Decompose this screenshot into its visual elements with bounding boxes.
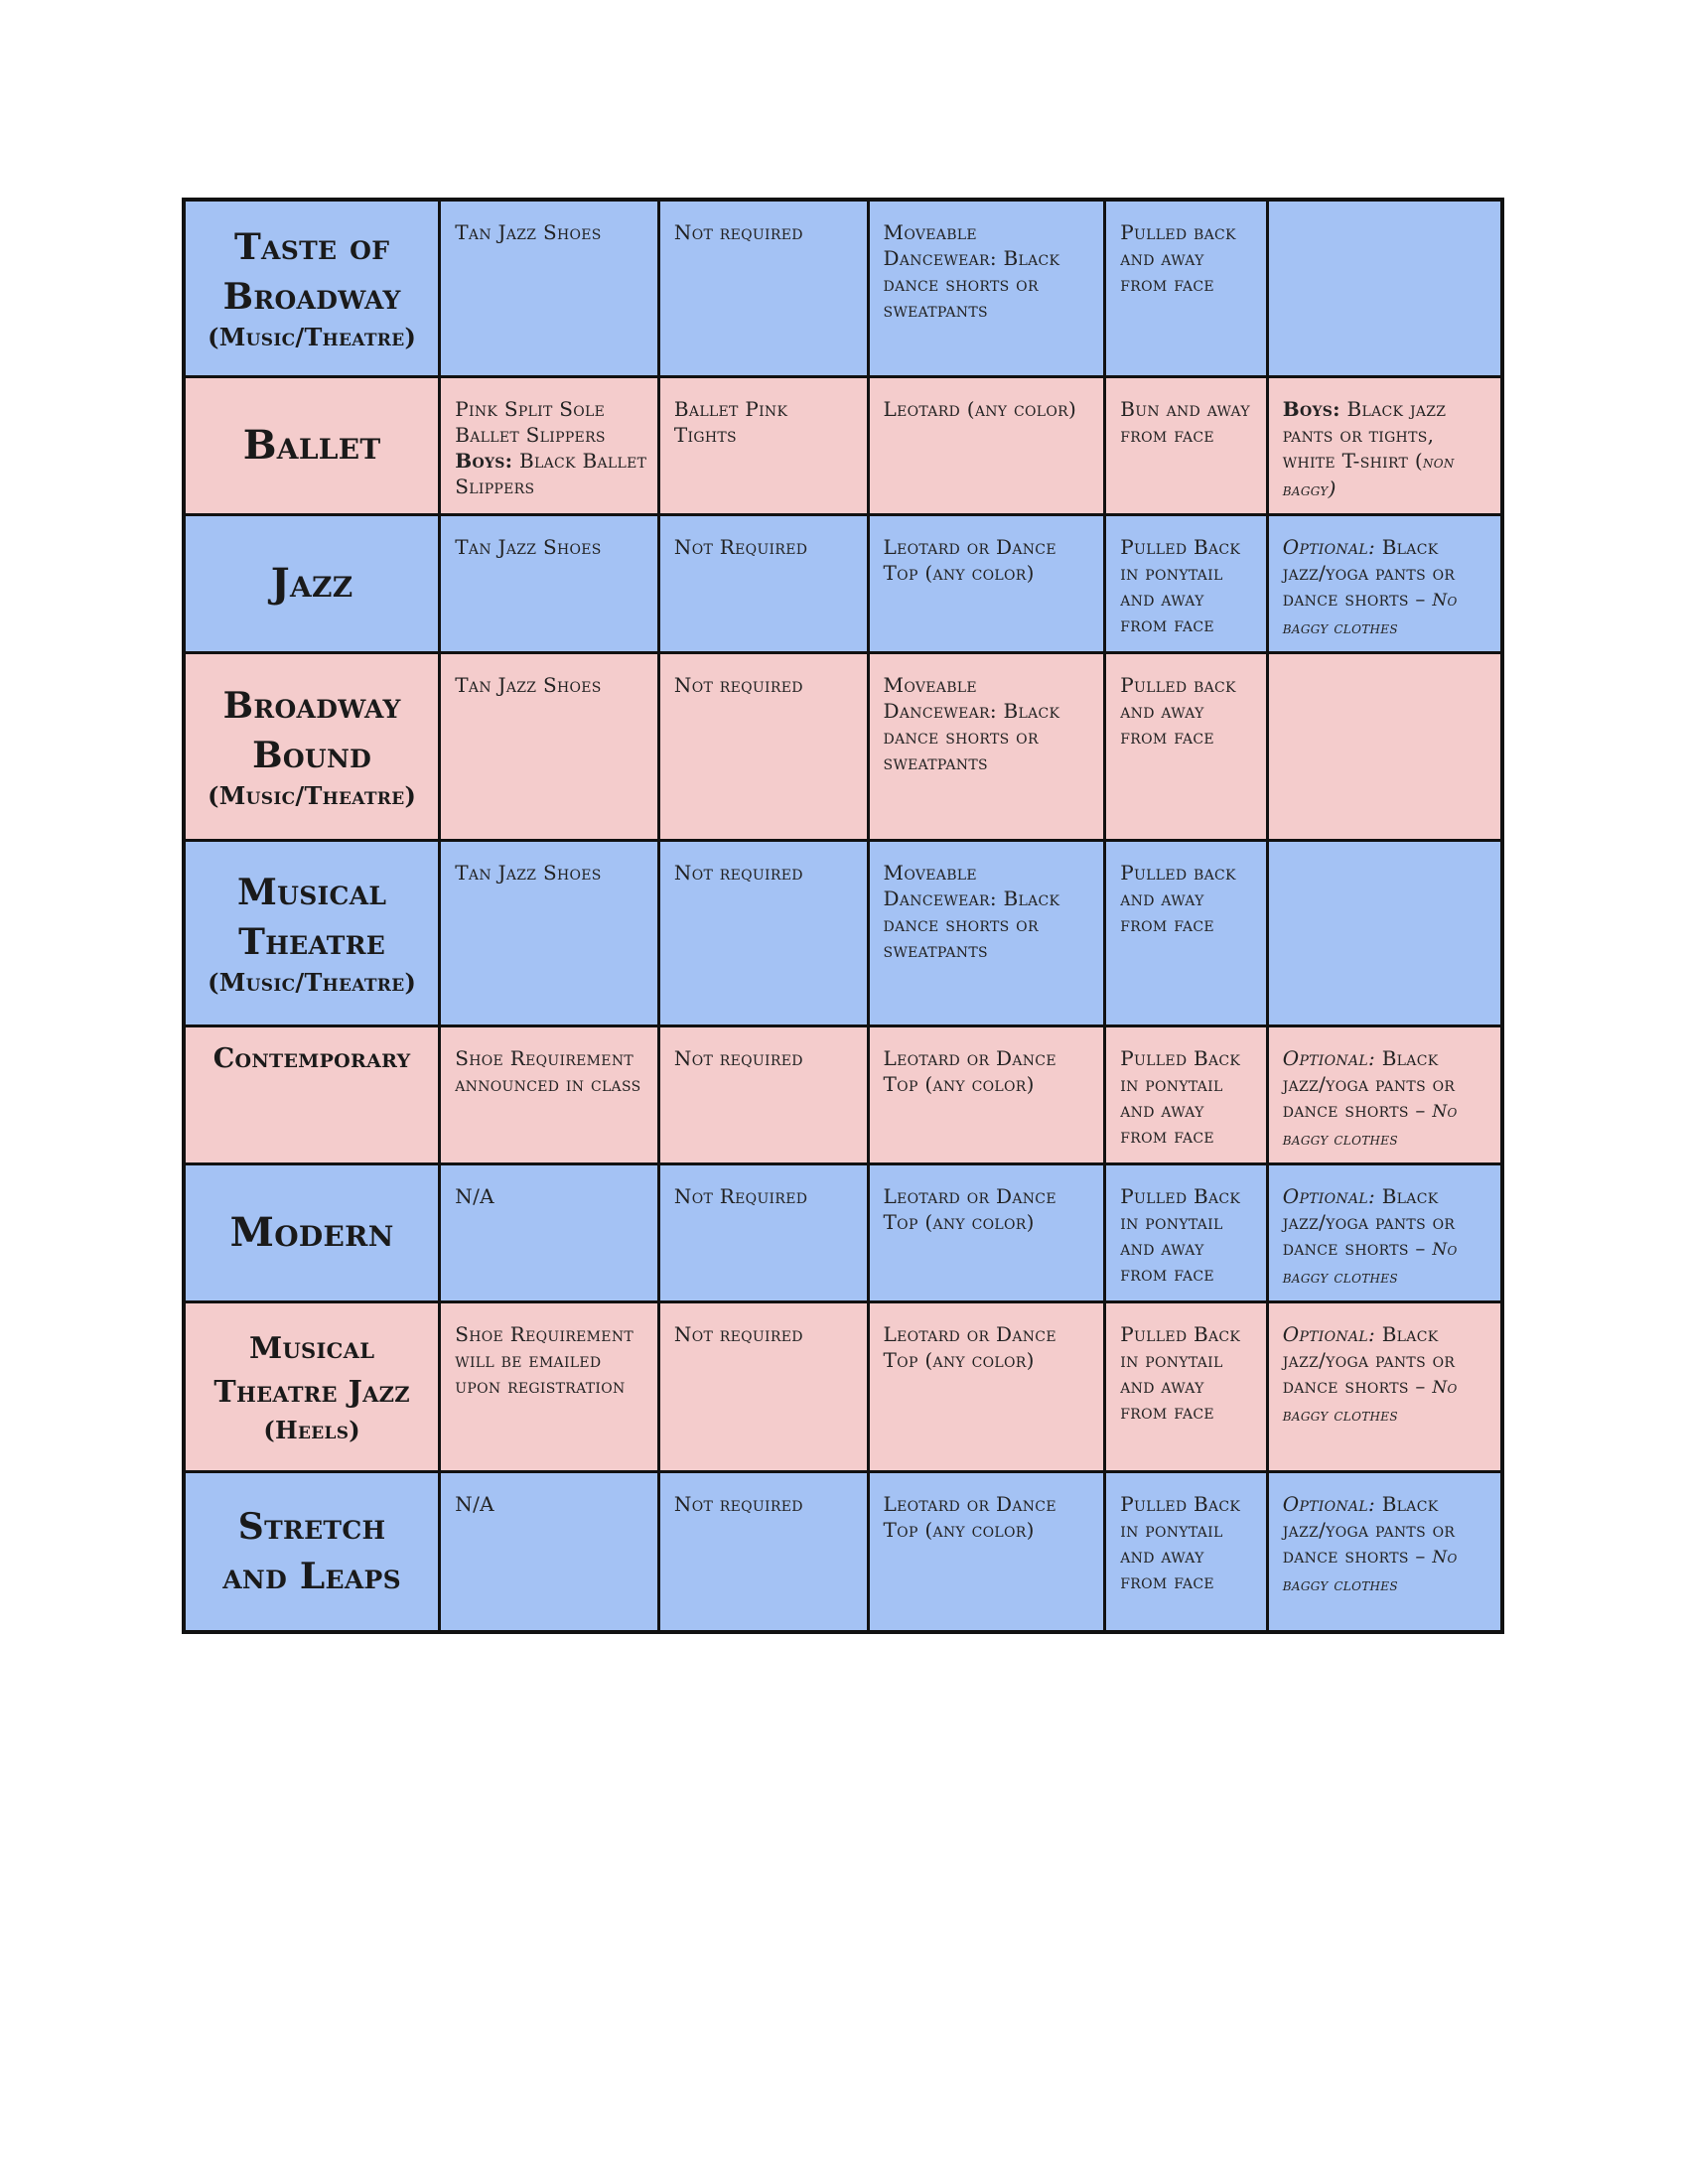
- tights-cell: Not required: [658, 652, 868, 840]
- attire-cell: Moveable Dancewear: Black dance shorts or sweatpants: [868, 652, 1105, 840]
- class-name: Broadway: [222, 276, 401, 319]
- hair-cell: Pulled Back in ponytail and away from face: [1105, 1025, 1267, 1163]
- class-name-cell: [184, 652, 440, 840]
- attire-cell: Leotard or Dance Top (any color): [868, 1301, 1105, 1471]
- class-name-cell: [184, 514, 440, 652]
- class-name: Contemporary: [212, 1042, 411, 1074]
- class-name-cell: [184, 1471, 440, 1632]
- class-name: Modern: [229, 1208, 394, 1256]
- other-italic-note: No baggy clothes: [1282, 1239, 1458, 1288]
- class-name: Musical: [248, 1330, 375, 1366]
- class-name: Jazz: [270, 559, 353, 607]
- class-name: Stretch: [237, 1505, 386, 1548]
- other-text: Black jazz/yoga pants or dance shorts –: [1282, 1321, 1456, 1398]
- other-cell: [1267, 840, 1502, 1025]
- optional-label: Optional:: [1282, 534, 1376, 559]
- table-row: [184, 514, 1502, 652]
- boys-label: Boys:: [1282, 396, 1340, 421]
- optional-label: Optional:: [1282, 1491, 1376, 1516]
- hair-cell: Pulled back and away from face: [1105, 652, 1267, 840]
- boys-shoes-text: Black Ballet Slippers: [455, 448, 647, 498]
- tights-cell: Not required: [658, 1025, 868, 1163]
- table-row: [184, 1025, 1502, 1163]
- other-cell: [1267, 1471, 1502, 1632]
- class-subtitle: (Music/Theatre): [208, 967, 417, 997]
- attire-cell: Leotard or Dance Top (any color): [868, 514, 1105, 652]
- other-text: Black jazz pants or tights, white T-shirt (: [1282, 396, 1447, 473]
- table-row: [184, 1301, 1502, 1471]
- class-name: Ballet: [242, 421, 381, 469]
- other-text: Black jazz/yoga pants or dance shorts –: [1282, 534, 1456, 611]
- optional-label: Optional:: [1282, 1321, 1376, 1346]
- shoes-cell: N/A: [440, 1163, 659, 1301]
- class-subtitle: (Music/Theatre): [208, 780, 417, 810]
- other-text: Black jazz/yoga pants or dance shorts –: [1282, 1045, 1456, 1122]
- hair-cell: Pulled Back in ponytail and away from face: [1105, 1163, 1267, 1301]
- other-text: Black jazz/yoga pants or dance shorts –: [1282, 1491, 1456, 1568]
- class-name: Theatre Jazz: [213, 1374, 410, 1410]
- hair-cell: Pulled back and away from face: [1105, 840, 1267, 1025]
- class-name: Taste of: [233, 226, 390, 269]
- shoes-text: Pink Split Sole Ballet Slippers: [455, 396, 606, 447]
- hair-cell: Pulled Back in ponytail and away from face: [1105, 1471, 1267, 1632]
- class-name-cell: [184, 376, 440, 514]
- attire-cell: Moveable Dancewear: Black dance shorts or sweatpants: [868, 840, 1105, 1025]
- other-italic-note: non baggy: [1282, 452, 1455, 500]
- shoes-cell: Tan Jazz Shoes: [440, 200, 659, 376]
- tights-cell: Not required: [658, 200, 868, 376]
- attire-cell: Leotard (any color): [868, 376, 1105, 514]
- attire-cell: Leotard or Dance Top (any color): [868, 1025, 1105, 1163]
- other-italic-note: No baggy clothes: [1282, 1547, 1458, 1595]
- other-italic-note: No baggy clothes: [1282, 1377, 1458, 1426]
- tights-cell: Ballet Pink Tights: [658, 376, 868, 514]
- shoes-cell: Shoe Requirement will be emailed upon registration: [440, 1301, 659, 1471]
- shoes-cell: [440, 376, 659, 514]
- class-name: and Leaps: [222, 1555, 402, 1597]
- table-row: [184, 652, 1502, 840]
- other-cell: [1267, 514, 1502, 652]
- class-name: Theatre: [238, 920, 386, 963]
- other-italic-note: No baggy clothes: [1282, 1101, 1458, 1150]
- tights-cell: Not required: [658, 1471, 868, 1632]
- tights-cell: Not Required: [658, 514, 868, 652]
- class-subtitle: (Heels): [263, 1415, 360, 1444]
- other-end: ): [1328, 476, 1336, 500]
- attire-cell: Moveable Dancewear: Black dance shorts or sweatpants: [868, 200, 1105, 376]
- table-row: [184, 200, 1502, 376]
- other-cell: [1267, 1163, 1502, 1301]
- shoes-cell: Shoe Requirement announced in class: [440, 1025, 659, 1163]
- other-text: Black jazz/yoga pants or dance shorts –: [1282, 1183, 1456, 1260]
- class-name: Bound: [252, 734, 372, 776]
- attire-cell: Leotard or Dance Top (any color): [868, 1471, 1105, 1632]
- shoes-cell: Tan Jazz Shoes: [440, 514, 659, 652]
- table-row: [184, 1471, 1502, 1632]
- other-italic-note: No baggy clothes: [1282, 590, 1458, 638]
- table-row: [184, 376, 1502, 514]
- table-row: [184, 840, 1502, 1025]
- other-cell: [1267, 1301, 1502, 1471]
- dress-code-table: [182, 198, 1504, 1634]
- other-cell: [1267, 200, 1502, 376]
- class-name-cell: [184, 1025, 440, 1163]
- shoes-cell: Tan Jazz Shoes: [440, 652, 659, 840]
- hair-cell: Pulled Back in ponytail and away from face: [1105, 514, 1267, 652]
- tights-cell: Not required: [658, 1301, 868, 1471]
- attire-cell: Leotard or Dance Top (any color): [868, 1163, 1105, 1301]
- optional-label: Optional:: [1282, 1045, 1376, 1070]
- tights-cell: Not required: [658, 840, 868, 1025]
- shoes-cell: Tan Jazz Shoes: [440, 840, 659, 1025]
- class-subtitle: (Music/Theatre): [208, 323, 417, 352]
- class-name: Broadway: [222, 684, 401, 727]
- shoes-cell: N/A: [440, 1471, 659, 1632]
- tights-cell: Not Required: [658, 1163, 868, 1301]
- optional-label: Optional:: [1282, 1183, 1376, 1208]
- hair-cell: Pulled back and away from face: [1105, 200, 1267, 376]
- class-name-cell: [184, 1163, 440, 1301]
- other-cell: [1267, 376, 1502, 514]
- class-name-cell: [184, 1301, 440, 1471]
- class-name: Musical: [236, 871, 387, 913]
- class-name-cell: [184, 840, 440, 1025]
- other-cell: [1267, 652, 1502, 840]
- class-name-cell: [184, 200, 440, 376]
- table-row: [184, 1163, 1502, 1301]
- hair-cell: Pulled Back in ponytail and away from face: [1105, 1301, 1267, 1471]
- other-cell: [1267, 1025, 1502, 1163]
- hair-cell: Bun and away from face: [1105, 376, 1267, 514]
- boys-label: Boys:: [455, 448, 513, 473]
